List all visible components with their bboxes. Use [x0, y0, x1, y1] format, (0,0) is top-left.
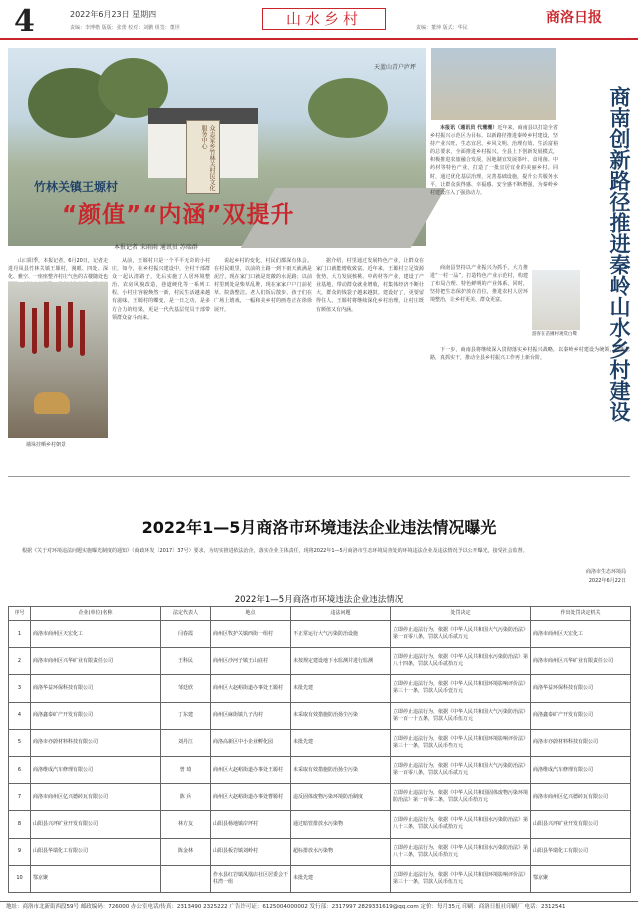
table-cell: 立即停止违法行为，依据《中华人民共和国固体废物污染环境防治法》第一百零二条，罚款人民币拾万元 [391, 784, 531, 811]
table-cell: 邹廷欣 [161, 675, 211, 702]
table-cell: 林方友 [161, 811, 211, 838]
column-banner [262, 8, 386, 30]
table-cell: 商洛市亦蔚材料科技有限公司 [31, 729, 161, 756]
article-column-4 [316, 257, 424, 451]
village-sign-text: 众志家乡竹林关村民文化服务中心 [200, 125, 215, 191]
table-cell: 立即停止违法行为，依据《中华人民共和国环境影响评价法》第三十一条，罚款人民币伍万元 [391, 865, 531, 892]
table-row [9, 784, 631, 811]
table-cell: 陈 兵 [161, 784, 211, 811]
table-cell: 违反固体废物污染环境防治制度 [291, 784, 391, 811]
table-row [9, 811, 631, 838]
table-cell: 2 [9, 648, 31, 675]
section-divider [8, 476, 630, 477]
report-signoff [586, 568, 626, 586]
table-cell: 刘丹江 [161, 729, 211, 756]
table-cell: 商洛市商州区兴华矿业有限责任公司 [531, 648, 631, 675]
right-article-photo [431, 48, 556, 120]
violations-table [8, 606, 631, 893]
table-cell: 作水县红岩镇凤凰店社区居委会干柱湾一组 [211, 865, 291, 892]
table-cell: 4 [9, 702, 31, 729]
table-row [9, 865, 631, 892]
table-cell: 商州区麻街镇九子沟村 [211, 702, 291, 729]
table-cell: 商洛鑫泰矿产开发有限公司 [531, 702, 631, 729]
table-cell: 鄂京聚 [31, 865, 161, 892]
table-cell: 商州区牧护关镇西街一组村 [211, 621, 291, 648]
table-cell: 不正常运行大气污染防治设施 [291, 621, 391, 648]
table-cell: 商洛维成汽车修理有限公司 [531, 756, 631, 783]
table-cell: 商洛市商州区亿兴德砖瓦有限公司 [31, 784, 161, 811]
masthead [0, 0, 638, 40]
table-cell: 商州区大赵峪街道办事处曹塬村 [211, 784, 291, 811]
table-cell: 鄂京聚 [531, 865, 631, 892]
table-cell [161, 865, 211, 892]
table-cell: 商洛市商州区兴华矿业有限责任公司 [31, 648, 161, 675]
byline: 本报记者 宋雨雨 通讯员 苏瑞群 [114, 244, 198, 251]
table-cell: 山阳县兴坪矿业开发有限公司 [531, 811, 631, 838]
table-cell: 山阳县兴坪矿业开发有限公司 [31, 811, 161, 838]
table-cell: 商州区大赵峪街道办事处王塬村 [211, 756, 291, 783]
dog-figure [34, 392, 70, 414]
egret-photo [532, 270, 580, 330]
village-sign [186, 120, 220, 194]
table-cell: 商州区沙河子镇王山底村 [211, 648, 291, 675]
table-cell: 商洛市商州区亿兴德砖瓦有限公司 [531, 784, 631, 811]
table-body [9, 621, 631, 893]
table-cell: 立即停止违法行为，依据《中华人民共和国大气污染防治法》第一百零八条，罚款人民币贰万元 [391, 756, 531, 783]
table-cell: 商洛市亦蔚材料科技有限公司 [531, 729, 631, 756]
table-cell: 山阳县华瑞化工有限公司 [31, 838, 161, 865]
table-row [9, 756, 631, 783]
right-article-body-2 [430, 264, 528, 344]
egret-caption: 游客在苗圃村观赏白鹭 [532, 332, 577, 337]
table-cell: 山阳县杨地镇岸坪村 [211, 811, 291, 838]
table-header-cell: 作出处罚决定机关 [531, 607, 631, 621]
table-row [9, 675, 631, 702]
table-cell: 未采取有效措施防治扬尘污染 [291, 702, 391, 729]
table-cell: 立即停止违法行为，依据《中华人民共和国水污染防治法》第八十三条，罚款人民币贰拾万元 [391, 811, 531, 838]
column-label: 山水乡村 [285, 10, 362, 28]
table-cell: 3 [9, 675, 31, 702]
table-cell: 山阳县华瑞化工有限公司 [531, 838, 631, 865]
table-cell: 丁东建 [161, 702, 211, 729]
table-cell: 商洛市商州区天宏化工 [531, 621, 631, 648]
table-row [9, 621, 631, 648]
chili-shape [68, 302, 73, 348]
table-cell: 1 [9, 621, 31, 648]
side-headline: 商南创新路径推进秦岭山水乡村建设 [607, 86, 631, 422]
signoff-org: 商洛市生态环境局 [585, 569, 626, 575]
chili-shape [44, 302, 49, 348]
table-cell: 商洛华益环保科技有限公司 [531, 675, 631, 702]
article-paragraph: 下一步，商南县将继续深入贯彻落实乡村振兴战略，以秦岭乡村建设为统领，创新思路，真抓实干，推动全县乡村振兴工作再上新台阶。 [430, 347, 630, 362]
table-header-cell: 违法问题 [291, 607, 391, 621]
table-cell: 超标排放水污染物 [291, 838, 391, 865]
table-cell: 未按规定建设地下水监测并进行监测 [291, 648, 391, 675]
right-article-body [430, 124, 558, 260]
headline-kicker: 竹林关镇王塬村 [34, 180, 119, 194]
table-cell: 7 [9, 784, 31, 811]
chili-shape [56, 306, 61, 352]
table-header-cell: 地点 [211, 607, 291, 621]
newspaper-logo: 商洛日报 [546, 10, 602, 26]
table-row [9, 702, 631, 729]
table-cell: 5 [9, 729, 31, 756]
issue-date: 2022年6月23日 星期四 [70, 10, 157, 19]
photo-caption-2: 墙垛挂晒乡村朝景 [26, 442, 67, 448]
table-header-cell: 法定代表人 [161, 607, 211, 621]
table-cell: 闫春霞 [161, 621, 211, 648]
table-cell: 通过暗管排放水污染物 [291, 811, 391, 838]
editor-credits: 责编：李博楷 版版：张蕾 校对：刘鹏 组签：董坦 [70, 25, 180, 31]
table-cell: 6 [9, 756, 31, 783]
table-cell: 未采取有效措施防治扬尘污染 [291, 756, 391, 783]
table-cell: 10 [9, 865, 31, 892]
table-cell: 商洛华益环保科技有限公司 [31, 675, 161, 702]
article-column-1 [8, 257, 108, 279]
table-cell: 未批先建 [291, 865, 391, 892]
table-cell: 王科民 [161, 648, 211, 675]
article-paragraph: 说起乡村的变化，村民们都深有体会。在村民眼里，以前的土路一到下雨天就满是泥泞，现在家门口就是宽敞的水泥路；以前村里到处是柴草乱堆，现在家家户户门前花草，院落整洁。老人们饭后散步、孩子们在广场上嬉戏，一幅和美乡村的画卷正在徐徐展开。 [214, 258, 312, 313]
footer: 地址：商洛市北新街西段59号 邮政编码：726000 办公室电话/传真：2313490 2325222 广告许可证：6125004000002 发行部：2317997 2829331619@qq.com 定价：每月35元 印刷：商洛日报社印刷厂 电话：2312541 [0, 901, 638, 913]
headline: “颜值”“内涵”双提升 [62, 202, 295, 228]
table-header-cell: 企业(单位)名称 [31, 607, 161, 621]
table-cell: 立即停止违法行为，依据《中华人民共和国水污染防治法》第八十四条，罚款人民币贰拾万元 [391, 648, 531, 675]
table-row [9, 648, 631, 675]
table-cell: 商州区大赵峪街道办事处王塬村 [211, 675, 291, 702]
table-cell: 商洛市商州区天宏化工 [31, 621, 161, 648]
table-cell: 未批先建 [291, 729, 391, 756]
photo-caption: 天蓝山青户庐坪 [373, 64, 416, 71]
chili-shape [80, 310, 85, 356]
article-paragraph: 从前，王塬村只是一个平平无奇的小村庄，如今，在乡村振兴建设中，全村干部群众一起认清路子，先后实施了人居环境整治，农房风貌改造，巷道硬化等一系列工程，小村庄容貌焕然一新，村民生活越来越有滋味。王塬村的蝶变，是一日之功，是多方合力的结果，更是一代代基层党员干部带领群众奋斗而来。 [112, 258, 210, 321]
table-cell: 立即停止违法行为，依据《中华人民共和国大气污染防治法》第一百零八条，罚款人民币贰万元 [391, 621, 531, 648]
chili-shape [20, 302, 25, 348]
report-title: 2022年1—5月商洛市环境违法企业违法情况曝光 [141, 518, 497, 537]
article-column-3 [214, 257, 312, 451]
table-cell: 立即停止违法行为，依据《中华人民共和国水污染防治法》第八十三条，罚款人民币拾万元 [391, 838, 531, 865]
tree-shape [308, 78, 388, 138]
table-row [9, 838, 631, 865]
signoff-date: 2022年6月22日 [588, 578, 626, 584]
page-number: 4 [14, 4, 35, 39]
table-cell: 8 [9, 811, 31, 838]
table-header-row [9, 607, 631, 621]
article-paragraph: 山口阳季，本报记者，6月20日，记者走进丹凤县竹林关镇王塬村，漫眼、四处、深化、雅空、一座座整齐村庄气色的古楼随处也 [8, 258, 109, 281]
right-article-lead: 本报讯（通讯员 代珊珊）近年来，商南县以打造全省乡村振兴示范区为目标，以新路径推进秦岭乡村建设，坚持产业兴旺、生态宜居、乡风文明、治理有效、生活富裕的总要求，全面推进乡村振兴。全县上下创新发展模式，积极推进农旅融合发展，因地制宜发展茶叶、食用菌、中药材等特色产业，打造了一批宜居宜业的美丽乡村。同时，通过优化基层治理，完善基础设施，提升公共服务水平，让群众获得感、幸福感、安全感不断增强，为秦岭乡村建设注入了强劲动力。 [430, 125, 558, 196]
editor-credits-right: 责编：董坤 版式：华民 [416, 25, 468, 31]
article-paragraph: 商南县坚持以产业振兴为抓手，大力推进“一村一品”，打造特色产业示范村，构建了布局合理、特色鲜明的产业体系。同时，坚持把生态保护放在首位，推进农村人居环境整治，让乡村更美、群众更富。 [430, 265, 528, 304]
table-header-cell: 处罚决定 [391, 607, 531, 621]
table-cell: 立即停止违法行为，依据《中华人民共和国环境影响评价法》第三十一条，罚款人民币壹万元 [391, 675, 531, 702]
article-paragraph: 据介绍，村里通过发展特色产业，让群众在家门口就能增收致富。近年来，王塬村立足资源优势，大力发展核桃、中药材等产业，建设了产业基地，带动群众就业增收，村集体经济不断壮大，群众的钱袋子越来越鼓。建设好了，更要留得住人。王塬村将继续深化乡村治理，让村庄既有颜值又有内涵。 [316, 258, 424, 313]
report-notice: 根据《关于对环境违法问题实施曝光制度的通知》（商政环发〔2017〕37号）要求，为切实推进依法治企，落实企业主体责任，现将2022年1—5月商洛市生态环境局查处的环境违法企业及违法情况予以公开曝光，接受社会监督。 [22, 548, 528, 554]
table-title: 2022年1—5月商洛市环境违法企业违法情况 [234, 595, 404, 605]
table-cell: 立即停止违法行为，依据《中华人民共和国大气污染防治法》第一百一十五条，罚款人民币伍万元 [391, 702, 531, 729]
table-cell: 9 [9, 838, 31, 865]
table-cell: 立即停止违法行为，依据《中华人民共和国环境影响评价法》第三十一条，罚款人民币叁万元 [391, 729, 531, 756]
table-cell: 未批先建 [291, 675, 391, 702]
right-article-body-3 [430, 346, 630, 450]
table-header-cell: 序号 [9, 607, 31, 621]
table-cell: 曾 琦 [161, 756, 211, 783]
table-cell: 商洛鑫泰矿产开发有限公司 [31, 702, 161, 729]
table-cell: 商洛维成汽车修理有限公司 [31, 756, 161, 783]
drying-chili-photo [8, 282, 108, 438]
article-column-2 [112, 257, 210, 451]
table-cell: 陈金林 [161, 838, 211, 865]
table-cell: 山阳县板岩镇刘岭村 [211, 838, 291, 865]
table-cell: 商洛高新区中小企业孵化园 [211, 729, 291, 756]
chili-shape [32, 308, 37, 354]
table-row [9, 729, 631, 756]
